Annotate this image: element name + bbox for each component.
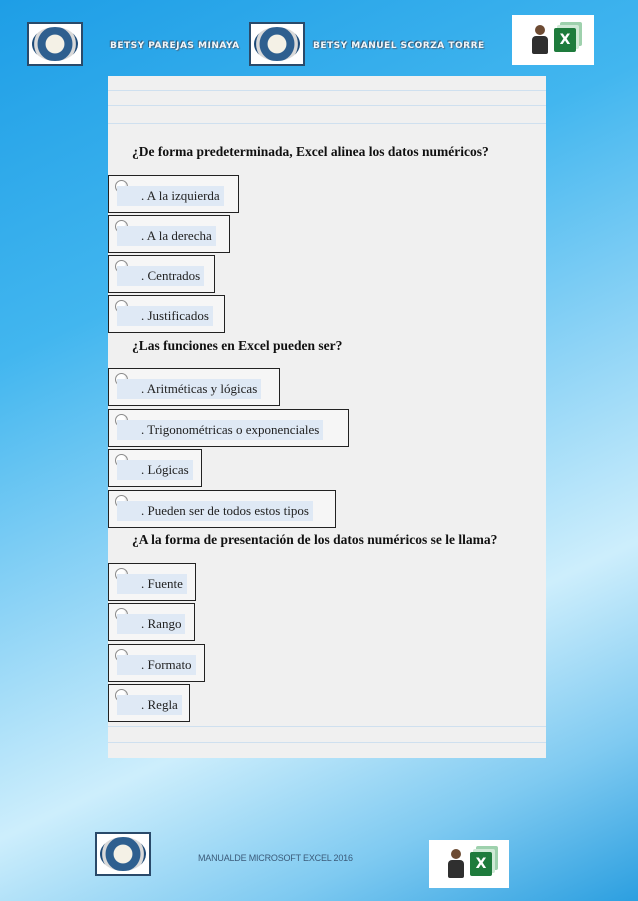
divider — [108, 123, 546, 124]
option-label: . Regla — [117, 695, 182, 715]
option-q2-4[interactable] — [108, 490, 336, 528]
excel-office-image-bottom — [429, 840, 509, 888]
option-label: . Trigonométricas o exponenciales — [117, 420, 323, 440]
option-label: . Lógicas — [117, 460, 193, 480]
excel-icon: X — [554, 28, 576, 52]
gear-emblem-icon — [100, 837, 146, 871]
option-label: . Justificados — [117, 306, 213, 326]
quiz-form — [108, 76, 546, 758]
option-q1-3[interactable] — [108, 255, 215, 293]
gear-emblem-icon — [32, 27, 78, 61]
question-1-text: ¿De forma predeterminada, Excel alinea los datos numéricos? — [132, 144, 489, 159]
option-q1-1[interactable] — [108, 175, 239, 213]
option-label: . Fuente — [117, 574, 187, 594]
option-q1-2[interactable] — [108, 215, 230, 253]
school-logo-footer — [95, 832, 151, 876]
option-q3-3[interactable] — [108, 644, 205, 682]
question-2-text: ¿Las funciones en Excel pueden ser? — [132, 338, 343, 353]
school-logo-left — [27, 22, 83, 66]
option-label: . A la izquierda — [117, 186, 224, 206]
option-q2-3[interactable] — [108, 449, 202, 487]
person-icon — [446, 849, 466, 879]
excel-icon: X — [470, 852, 492, 876]
author-name-right: BETSY MANUEL SCORZA TORRE — [313, 41, 485, 51]
option-label: . Formato — [117, 655, 196, 675]
option-q2-1[interactable] — [108, 368, 280, 406]
excel-office-image-top — [512, 15, 594, 65]
option-q3-2[interactable] — [108, 603, 195, 641]
option-label: . Centrados — [117, 266, 204, 286]
school-logo-center — [249, 22, 305, 66]
divider — [108, 105, 546, 106]
divider — [108, 742, 546, 743]
footer-manual-title: MANUALDE MICROSOFT EXCEL 2016 — [198, 853, 353, 863]
option-label: . Pueden ser de todos estos tipos — [117, 501, 313, 521]
option-q3-1[interactable] — [108, 563, 196, 601]
divider — [108, 90, 546, 91]
option-label: . A la derecha — [117, 226, 216, 246]
person-icon — [530, 25, 550, 55]
author-name-left: BETSY PAREJAS MINAYA — [110, 41, 240, 51]
option-label: . Aritméticas y lógicas — [117, 379, 261, 399]
option-q3-4[interactable] — [108, 684, 190, 722]
option-q2-2[interactable] — [108, 409, 349, 447]
option-label: . Rango — [117, 614, 185, 634]
option-q1-4[interactable] — [108, 295, 225, 333]
question-3-text: ¿A la forma de presentación de los datos numéricos se le llama? — [132, 532, 498, 547]
divider — [108, 726, 546, 727]
gear-emblem-icon — [254, 27, 300, 61]
